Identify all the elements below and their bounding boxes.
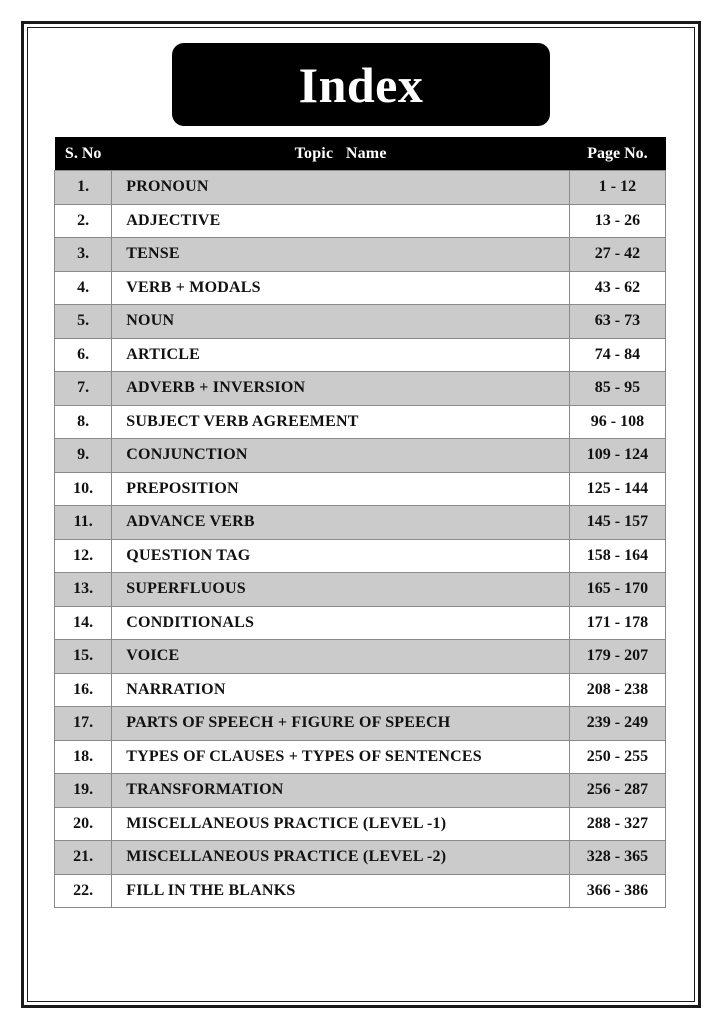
row-serial-number: 10. xyxy=(55,472,112,506)
row-topic-name: SUBJECT VERB AGREEMENT xyxy=(112,405,570,439)
row-page-range: 288 - 327 xyxy=(569,807,665,841)
page-title: Index xyxy=(298,56,424,113)
table-row xyxy=(55,573,666,607)
row-topic-name: ADVERB + INVERSION xyxy=(112,372,570,406)
table-row xyxy=(55,707,666,741)
row-topic-name: MISCELLANEOUS PRACTICE (LEVEL -1) xyxy=(112,807,570,841)
row-page-range: 366 - 386 xyxy=(569,874,665,908)
row-serial-number: 4. xyxy=(55,271,112,305)
column-header-page: Page No. xyxy=(569,137,665,171)
row-page-range: 328 - 365 xyxy=(569,841,665,875)
row-topic-name: TRANSFORMATION xyxy=(112,774,570,808)
table-row xyxy=(55,271,666,305)
row-topic-name: PRONOUN xyxy=(112,171,570,205)
table-row xyxy=(55,606,666,640)
row-page-range: 96 - 108 xyxy=(569,405,665,439)
title-banner xyxy=(172,43,550,126)
row-serial-number: 12. xyxy=(55,539,112,573)
row-topic-name: MISCELLANEOUS PRACTICE (LEVEL -2) xyxy=(112,841,570,875)
row-topic-name: PARTS OF SPEECH + FIGURE OF SPEECH xyxy=(112,707,570,741)
table-row xyxy=(55,204,666,238)
row-serial-number: 13. xyxy=(55,573,112,607)
row-serial-number: 20. xyxy=(55,807,112,841)
row-page-range: 85 - 95 xyxy=(569,372,665,406)
row-serial-number: 14. xyxy=(55,606,112,640)
table-row xyxy=(55,439,666,473)
row-serial-number: 16. xyxy=(55,673,112,707)
table-row xyxy=(55,539,666,573)
row-serial-number: 17. xyxy=(55,707,112,741)
row-page-range: 145 - 157 xyxy=(569,506,665,540)
row-page-range: 239 - 249 xyxy=(569,707,665,741)
row-page-range: 165 - 170 xyxy=(569,573,665,607)
row-page-range: 109 - 124 xyxy=(569,439,665,473)
row-topic-name: ADVANCE VERB xyxy=(112,506,570,540)
table-row xyxy=(55,171,666,205)
row-topic-name: TYPES OF CLAUSES + TYPES OF SENTENCES xyxy=(112,740,570,774)
table-header-row xyxy=(55,137,666,171)
row-page-range: 208 - 238 xyxy=(569,673,665,707)
row-serial-number: 22. xyxy=(55,874,112,908)
table-row xyxy=(55,472,666,506)
row-page-range: 63 - 73 xyxy=(569,305,665,339)
row-page-range: 27 - 42 xyxy=(569,238,665,272)
row-serial-number: 21. xyxy=(55,841,112,875)
column-header-sno: S. No xyxy=(55,137,112,171)
row-topic-name: VOICE xyxy=(112,640,570,674)
row-page-range: 256 - 287 xyxy=(569,774,665,808)
row-serial-number: 18. xyxy=(55,740,112,774)
row-serial-number: 3. xyxy=(55,238,112,272)
table-row xyxy=(55,405,666,439)
row-serial-number: 7. xyxy=(55,372,112,406)
table-row xyxy=(55,640,666,674)
row-topic-name: SUPERFLUOUS xyxy=(112,573,570,607)
row-topic-name: CONJUNCTION xyxy=(112,439,570,473)
table-row xyxy=(55,740,666,774)
row-serial-number: 1. xyxy=(55,171,112,205)
row-page-range: 171 - 178 xyxy=(569,606,665,640)
table-row xyxy=(55,841,666,875)
table-row xyxy=(55,506,666,540)
row-topic-name: TENSE xyxy=(112,238,570,272)
table-row xyxy=(55,338,666,372)
row-page-range: 1 - 12 xyxy=(569,171,665,205)
row-serial-number: 19. xyxy=(55,774,112,808)
row-serial-number: 5. xyxy=(55,305,112,339)
row-page-range: 250 - 255 xyxy=(569,740,665,774)
row-serial-number: 11. xyxy=(55,506,112,540)
table-row xyxy=(55,807,666,841)
column-header-topic: Topic Name xyxy=(112,137,570,171)
row-serial-number: 6. xyxy=(55,338,112,372)
row-topic-name: NOUN xyxy=(112,305,570,339)
row-page-range: 43 - 62 xyxy=(569,271,665,305)
table-row xyxy=(55,372,666,406)
row-topic-name: NARRATION xyxy=(112,673,570,707)
row-serial-number: 2. xyxy=(55,204,112,238)
row-topic-name: ARTICLE xyxy=(112,338,570,372)
table-row xyxy=(55,305,666,339)
row-topic-name: QUESTION TAG xyxy=(112,539,570,573)
row-serial-number: 9. xyxy=(55,439,112,473)
table-row xyxy=(55,238,666,272)
row-page-range: 74 - 84 xyxy=(569,338,665,372)
table-row xyxy=(55,673,666,707)
table-row xyxy=(55,774,666,808)
row-page-range: 158 - 164 xyxy=(569,539,665,573)
row-serial-number: 8. xyxy=(55,405,112,439)
row-serial-number: 15. xyxy=(55,640,112,674)
row-page-range: 13 - 26 xyxy=(569,204,665,238)
index-table xyxy=(54,137,666,908)
row-page-range: 125 - 144 xyxy=(569,472,665,506)
row-topic-name: FILL IN THE BLANKS xyxy=(112,874,570,908)
row-topic-name: VERB + MODALS xyxy=(112,271,570,305)
row-topic-name: ADJECTIVE xyxy=(112,204,570,238)
table-body xyxy=(55,171,666,908)
row-topic-name: CONDITIONALS xyxy=(112,606,570,640)
table-row xyxy=(55,874,666,908)
row-page-range: 179 - 207 xyxy=(569,640,665,674)
row-topic-name: PREPOSITION xyxy=(112,472,570,506)
